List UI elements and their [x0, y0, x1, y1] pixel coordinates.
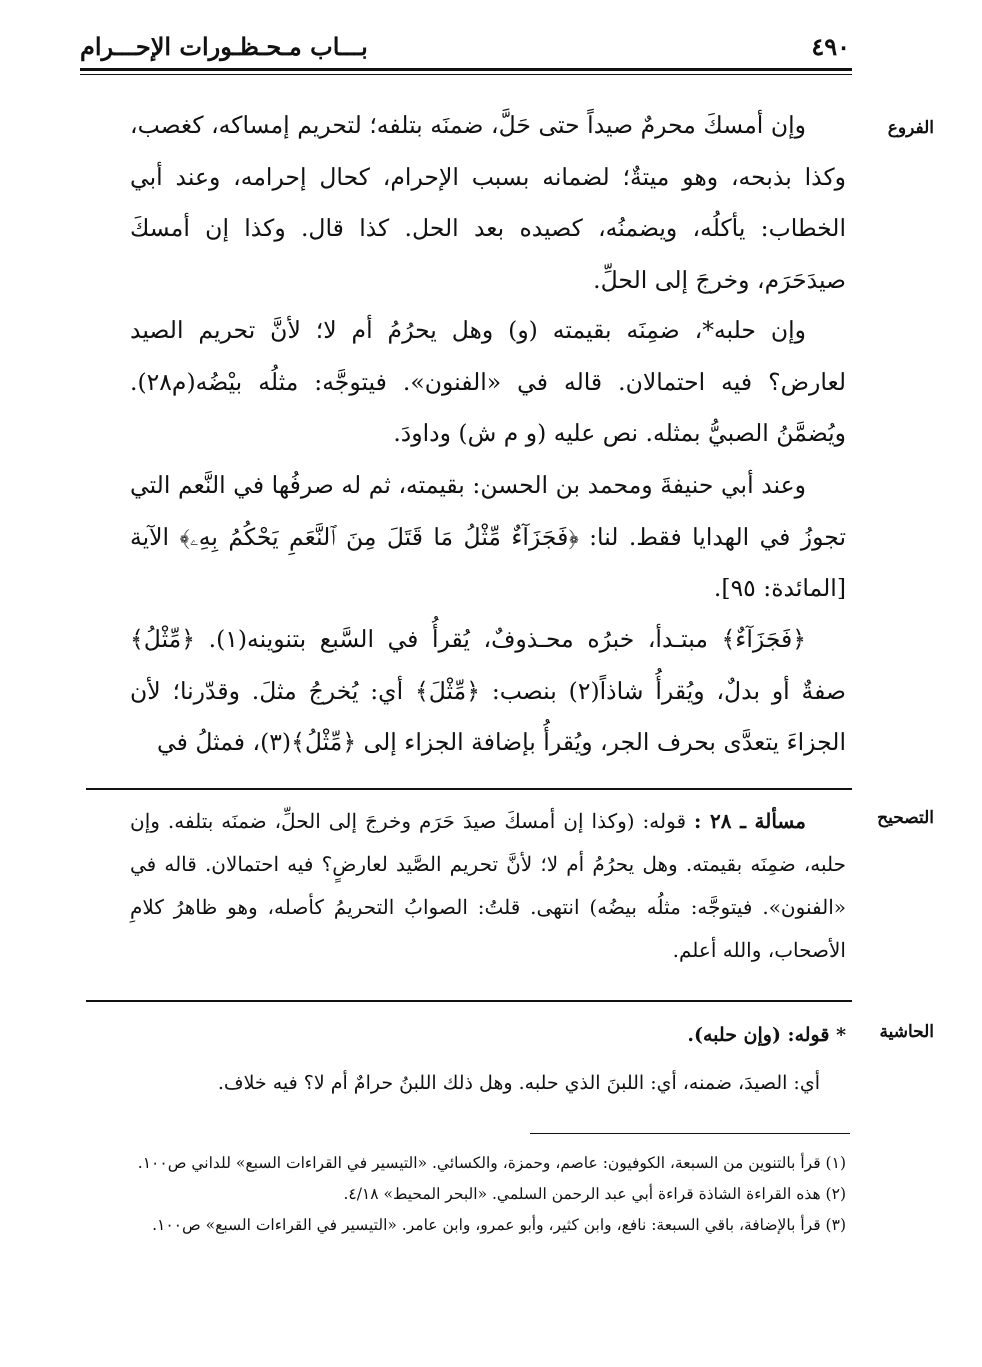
- hashiya-title: * قوله: (وإن حلبه).: [687, 1024, 846, 1046]
- running-title: بـــاب مـحـظـورات الإحـــرام: [80, 32, 368, 61]
- main-paragraph-2: وإن حلبه*، ضمِنَه بقيمته (و) وهل يحرُمُ أم لا؛ لأنَّ تحريم الصيد لعارض؟ فيه احتمالان. قاله في «الفنون». فيتوجَّه: مثلُه بيْضُه(م٢٨). ويُضمَّنُ الصبيُّ بمثله. نص عليه (و م ش) وداودَ.: [130, 316, 846, 447]
- main-paragraph-3: وعند أبي حنيفةَ ومحمد بن الحسن: بقيمته، ثم له صرفُها في النَّعم التي تجوزُ في الهدايا فقط. لنا: ﴿فَجَزَآءٌ مِّثْلُ مَا قَتَلَ مِنَ ٱلنَّعَمِ يَحْكُمُ بِهِۦ﴾ الآية [المائدة: ٩٥].: [130, 471, 846, 602]
- tashih-paragraph: [130, 800, 846, 972]
- tashih-body: قوله: (وكذا إن أمسكَ صيدَ حَرَم وخرجَ إلى الحلِّ، ضمنَه بتلفه. وإن حلبه، ضمِنَه بقيمته. وهل يحرُمُ أم لا؛ لأنَّ تحريم الصَّيد لعارضٍ؟ فيه احتمالان. قاله في «الفنون». فيتوجَّه: مثلُه بيضُه) انتهى. قلتُ: الصوابُ التحريمُ كأصله، وهو ظاهرُ كلامِ الأصحاب، والله أعلم.: [130, 809, 846, 962]
- main-paragraph-4: ﴿فَجَزَآءٌ﴾ مبتـدأ، خبرُه محـذوفٌ، يُقرأُ في السَّبع بتنوينه(١). ﴿مِّثْلُ﴾ صفةٌ أو بدلٌ، ويُقرأُ شاذاً(٢) بنصب: ﴿مِّثْلَ﴾ أي: يُخرجُ مثلَ. وقدّرنا؛ لأن الجزاءَ يتعدَّى بحرف الجر، ويُقرأُ بإضافة الجزاء إلى ﴿مِّثْلُ﴾(٣)، فمثلُ في: [130, 625, 846, 756]
- footnote-3: (٣) قرأ بالإضافة، باقي السبعة: نافع، وابن كثير، وأبو عمرو، وابن عامر. «التيسير في القراءات السبع» ص١٠٠.: [152, 1216, 846, 1234]
- footnotes: [130, 1148, 846, 1241]
- header-rule: [80, 68, 852, 71]
- section-label-tashih: التصحيح: [877, 808, 934, 828]
- hashiya-text: [130, 1020, 846, 1098]
- page-number: ٤٩٠: [811, 32, 850, 61]
- footnote-separator: [530, 1133, 850, 1134]
- tashih-text: [130, 800, 846, 972]
- main-paragraph-1: وإن أمسكَ محرمٌ صيداً حتى حَلَّ، ضمنَه بتلفه؛ لتحريم إمساكه، كغصب، وكذا بذبحه، وهو ميتةٌ؛ لضمانه بسبب الإحرام، كحال إحرامه، وعند أبي الخطاب: يأكلُه، ويضمنُه، كصيده بعد الحل. كذا قال. وكذا إن أمسكَ صيدَحَرَم، وخرجَ إلى الحلِّ.: [130, 111, 846, 294]
- page-header: [80, 26, 850, 70]
- header-rule-thin: [80, 74, 852, 75]
- section-divider-1: [86, 788, 852, 790]
- section-label-hashiya: الحاشية: [879, 1022, 934, 1042]
- footnote-2: (٢) هذه القراءة الشاذة قراءة أبي عبد الرحمن السلمي. «البحر المحيط» ٤/١٨.: [343, 1185, 846, 1203]
- main-text-2: [130, 305, 846, 460]
- footnote-1: (١) قرأ بالتنوين من السبعة، الكوفيون: عاصم، وحمزة، والكسائي. «التيسير في القراءات السبع» للداني ص١٠٠.: [137, 1154, 846, 1172]
- section-label-furu: الفروع: [887, 118, 934, 138]
- tashih-issue-label: مسألة ـ ٢٨ :: [694, 809, 806, 833]
- main-text-3: [130, 460, 846, 615]
- main-text-4: [130, 614, 846, 769]
- hashiya-body: أي: الصيدَ، ضمنه، أي: اللبنَ الذي حلبه. وهل ذلك اللبنُ حرامٌ أم لا؟ فيه خلاف.: [217, 1072, 820, 1094]
- section-divider-2: [86, 1000, 852, 1002]
- main-text: [130, 100, 846, 306]
